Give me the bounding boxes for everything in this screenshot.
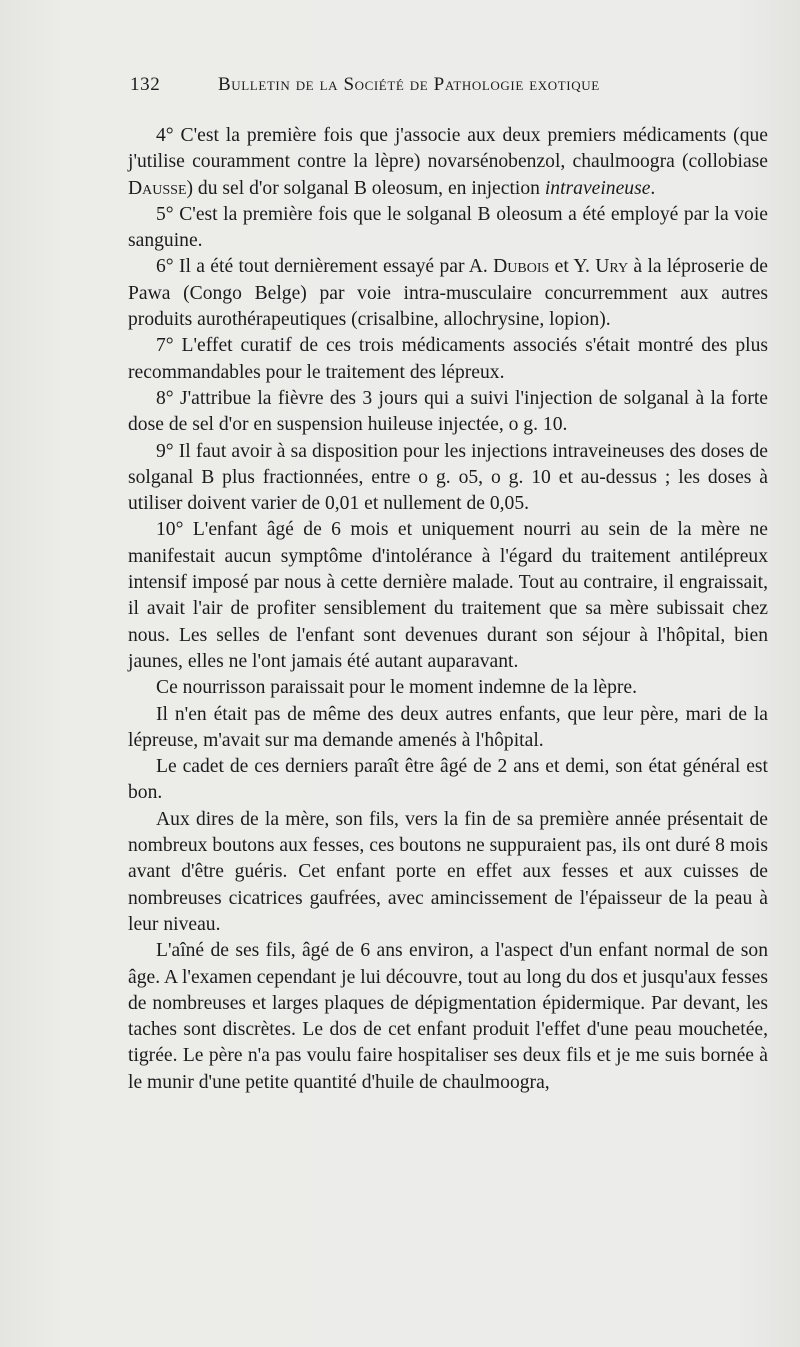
author-name: Ury [595, 256, 629, 278]
paragraph: 7° L'effet curatif de ces trois médicaments associés s'était montré des plus recommandables pour le traitement des lépreux. [128, 335, 768, 383]
paragraph: 8° J'attribue la fièvre des 3 jours qui a suivi l'injection de solganal à la forte dose de sel d'or en suspension huileuse injectée, o g. 10. [128, 387, 768, 436]
body-text [128, 123, 768, 1096]
author-name: Dubois [493, 256, 550, 278]
paragraph: Il n'en était pas de même des deux autres enfants, que leur père, mari de la lépreuse, m'avait sur ma demande amenés à l'hôpital. [128, 703, 768, 751]
author-name: Dausse [128, 177, 187, 199]
paragraph: 5° C'est la première fois que le solganal B oleosum a été employé par la voie sanguine. [128, 203, 768, 252]
paragraph: 10° L'enfant âgé de 6 mois et uniquement nourri au sein de la mère ne manifestait aucun symptôme d'intolérance à l'égard du traitement antilépreux intensif imposé par nous à cette dernière malade. Tout au contraire, il engraissait, il avait l'air de profiter sensiblement du traitement que sa mère subissait chez nous. Les selles de l'enfant sont devenues durant son séjour à l'hôpital, bien jaunes, elles ne l'ont jamais été autant auparavant. [128, 519, 768, 672]
paragraph: Aux dires de la mère, son fils, vers la fin de sa première année présentait de nombreux boutons aux fesses, ces boutons ne suppuraient pas, ils ont duré 8 mois avant d'être guéris. Cet enfant porte en effet aux fesses et aux cuisses de nombreuses cicatrices gaufrées, avec amincissement de l'épaisseur de la peau à leur niveau. [128, 808, 768, 935]
emphasis: intraveineuse [544, 177, 651, 199]
paragraph: L'aîné de ses fils, âgé de 6 ans environ, a l'aspect d'un enfant normal de son âge. A l'examen cependant je lui découvre, tout au long du dos et jusqu'aux fesses de nombreuses et larges plaques de dépigmentation épidermique. Par devant, les taches sont discrètes. Le dos de cet enfant produit l'effet d'une peau mouchetée, tigrée. Le père n'a pas voulu faire hospitaliser ses deux fils et je me suis bornée à le munir d'une petite quantité d'huile de chaulmoogra, [128, 940, 768, 1093]
paragraph: 6° Il a été tout dernièrement essayé par A. Dubois et Y. Ury à la léproserie de Pawa (Congo Belge) par voie intra-musculaire concurremment aux autres produits aurothérapeutiques (crisalbine, allochrysine, lopion). [128, 256, 768, 331]
paragraph: Ce nourrisson paraissait pour le moment indemne de la lèpre. [156, 677, 638, 699]
paragraph: 4° C'est la première fois que j'associe aux deux premiers médicaments (que j'utilise couramment contre la lèpre) novarsénobenzol, chaulmoogra (collobiase Dausse) du sel d'or solganal B oleosum, en injection intraveineuse. [128, 125, 768, 199]
paragraph: Le cadet de ces derniers paraît être âgé de 2 ans et demi, son état général est bon. [128, 756, 768, 804]
running-title: Bulletin de la Société de Pathologie exotique [218, 74, 600, 95]
running-header [130, 74, 690, 96]
page-number: 132 [130, 74, 161, 95]
paragraph: 9° Il faut avoir à sa disposition pour les injections intraveineuses des doses de solganal B plus fractionnées, entre o g. o5, o g. 10 et au-dessus ; les doses à utiliser doivent varier de 0,01 et nullement de 0,05. [128, 440, 768, 515]
